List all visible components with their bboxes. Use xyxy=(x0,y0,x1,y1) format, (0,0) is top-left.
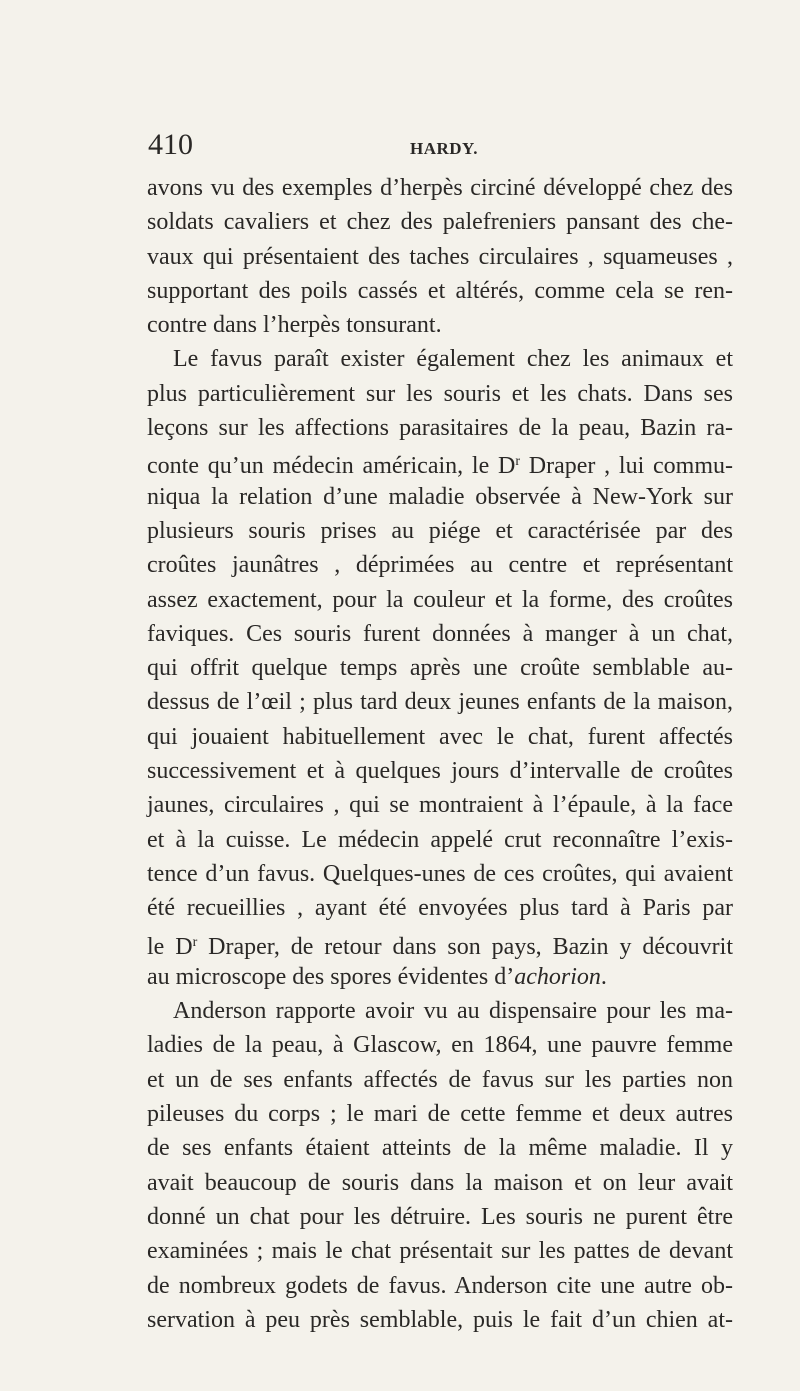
text-line: soldats cavaliers et chez des palefreniers pansant des che- xyxy=(147,209,733,236)
line-text-segment: Draper, de retour dans son pays, Bazin y découvrit xyxy=(197,933,734,960)
line-text-segment: conte qu’un médecin américain, le D xyxy=(147,453,516,480)
text-line: servation à peu près semblable, puis le fait d’un chien at- xyxy=(147,1306,733,1333)
text-line: de nombreux godets de favus. Anderson cite une autre ob- xyxy=(147,1272,733,1299)
body-text xyxy=(147,171,733,1337)
text-line: avait beaucoup de souris dans la maison et on leur avait xyxy=(147,1169,733,1196)
superscript: r xyxy=(192,934,198,950)
text-line: niqua la relation d’une maladie observée à New-York sur xyxy=(147,483,733,510)
text-line: supportant des poils cassés et altérés, comme cela se ren- xyxy=(147,277,733,304)
text-line: dessus de l’œil ; plus tard deux jeunes enfants de la maison, xyxy=(147,689,733,716)
paragraph-start-line: Le favus paraît exister également chez les animaux et xyxy=(173,346,733,373)
text-line: vaux qui présentaient des taches circulaires , squameuses , xyxy=(147,243,733,270)
text-line: qui offrit quelque temps après une croûte semblable au- xyxy=(147,655,733,682)
line-text-segment: le D xyxy=(147,933,193,960)
text-line: de ses enfants étaient atteints de la même maladie. Il y xyxy=(147,1135,733,1162)
text-line: plusieurs souris prises au piége et caractérisée par des xyxy=(147,517,733,544)
text-line: leçons sur les affections parasitaires de la peau, Bazin ra- xyxy=(147,415,733,442)
page-header xyxy=(148,128,732,168)
text-line xyxy=(147,926,733,960)
text-line: donné un chat pour les détruire. Les souris ne purent être xyxy=(147,1203,733,1230)
page-number: 410 xyxy=(148,128,193,161)
text-line: tence d’un favus. Quelques-unes de ces croûtes, qui avaient xyxy=(147,860,733,887)
text-line: avons vu des exemples d’herpès circiné développé chez des xyxy=(147,175,733,201)
italic-term: achorion xyxy=(514,963,601,990)
text-line xyxy=(147,960,733,994)
text-line: successivement et à quelques jours d’intervalle de croûtes xyxy=(147,758,733,785)
text-line: qui jouaient habituellement avec le chat, furent affectés xyxy=(147,723,733,750)
text-line: et à la cuisse. Le médecin appelé crut reconnaître l’exis- xyxy=(147,826,733,853)
text-line: contre dans l’herpès tonsurant. xyxy=(147,312,442,339)
paragraph-start-line: Anderson rapporte avoir vu au dispensaire pour les ma- xyxy=(173,998,733,1025)
text-line: croûtes jaunâtres , déprimées au centre et représentant xyxy=(147,552,733,579)
text-line xyxy=(147,445,733,479)
text-line: plus particulièrement sur les souris et les chats. Dans ses xyxy=(147,380,733,407)
text-line: jaunes, circulaires , qui se montraient à l’épaule, à la face xyxy=(147,792,733,819)
text-line: été recueillies , ayant été envoyées plus tard à Paris par xyxy=(147,895,733,922)
running-head: HARDY. xyxy=(410,139,479,158)
line-text-segment: au microscope des spores évidentes d’ xyxy=(147,963,515,990)
text-line: examinées ; mais le chat présentait sur les pattes de devant xyxy=(147,1238,733,1265)
line-text-segment: . xyxy=(600,963,607,990)
text-line: assez exactement, pour la couleur et la forme, des croûtes xyxy=(147,586,733,613)
text-line: et un de ses enfants affectés de favus sur les parties non xyxy=(147,1066,733,1093)
superscript: r xyxy=(515,454,521,470)
text-line: ladies de la peau, à Glascow, en 1864, une pauvre femme xyxy=(147,1032,733,1059)
text-line: faviques. Ces souris furent données à manger à un chat, xyxy=(147,620,733,647)
text-line: pileuses du corps ; le mari de cette femme et deux autres xyxy=(147,1101,733,1128)
line-text-segment: Draper , lui commu- xyxy=(520,453,734,480)
